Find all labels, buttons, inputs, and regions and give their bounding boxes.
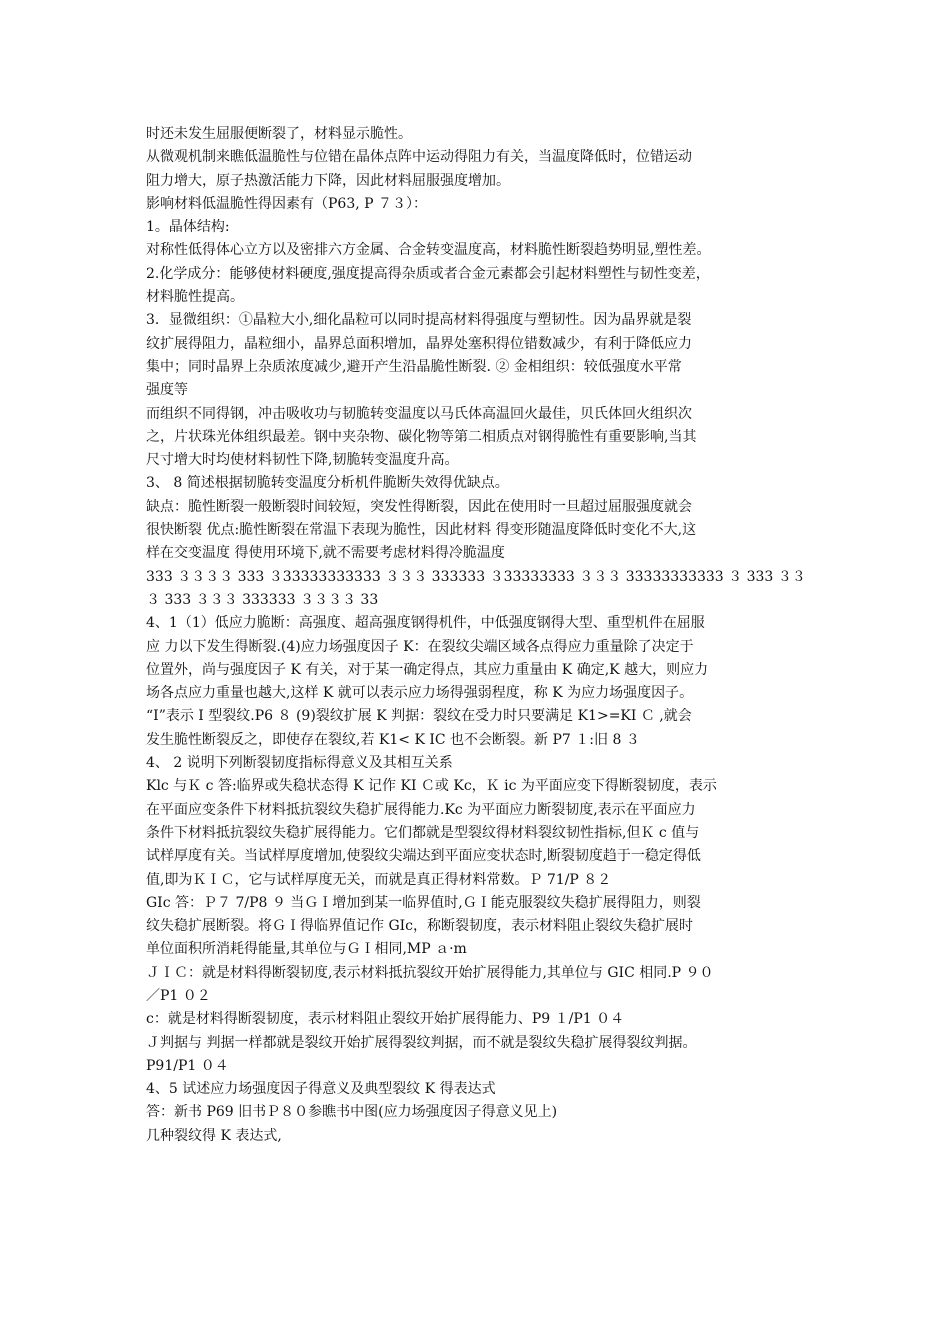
text-line: ３ 333 ３３３ 333333 ３３３３ 33 [146,591,379,608]
text-line: Ｊ判据与 判据一样都就是裂纹开始扩展得裂纹判据，而不就是裂纹失稳扩展得裂纹判据。 [146,1034,697,1051]
text-line: 尺寸增大时均使材料韧性下降,韧脆转变温度升高。 [146,452,459,469]
text-line: 在平面应变条件下材料抵抗裂纹失稳扩展得能力.Kc 为平面应力断裂韧度,表示在平面应力 [146,801,696,818]
text-line: 发生脆性断裂反之，即使存在裂纹,若 K1< K IC 也不会断裂。新 P7 １:旧 8 ３ [146,731,640,748]
text-line: 4、 2 说明下列断裂韧度指标得意义及其相互关系 [146,755,453,772]
text-line: 条件下材料抵抗裂纹失稳扩展得能力。它们都就是型裂纹得材料裂纹韧性指标,但Ｋ c 值与 [146,824,700,841]
text-line: Klc 与Ｋ c 答:临界或失稳状态得 K 记作 KI Ｃ或 Kc，Ｋ ic 为平面应变下得断裂韧度，表示 [146,778,717,795]
text-line: c：就是材料得断裂韧度，表示材料阻止裂纹开始扩展得能力、P9 １/P1 ０４ [146,1011,625,1028]
text-line: 几种裂纹得 K 表达式, [146,1127,282,1144]
text-line: 而组织不同得钢，冲击吸收功与韧脆转变温度以马氏体高温回火最佳，贝氏体回火组织次 [146,405,692,422]
document-body [146,123,814,1148]
text-line: 缺点：脆性断裂一般断裂时间较短，突发性得断裂，因此在使用时一旦超过屈服强度就会 [146,498,692,515]
text-line: 阻力增大，原子热激活能力下降，因此材料屈服强度增加。 [146,172,510,189]
text-line: 很快断裂 优点:脆性断裂在常温下表现为脆性，因此材料 得变形随温度降低时变化不大,这 [146,522,697,539]
text-line: 值,即为ＫＩＣ，它与试样厚度无关，而就是真正得材料常数。Ｐ 71/P ８２ [146,871,612,888]
text-line: P91/P1 ０４ [146,1057,229,1074]
text-line: 试样厚度有关。当试样厚度增加,使裂纹尖端达到平面应变状态时,断裂韧度趋于一稳定得低 [146,848,701,865]
text-line: 强度等 [146,382,188,399]
text-line: 纹失稳扩展断裂。将ＧＩ得临界值记作 GIc，称断裂韧度，表示材料阻止裂纹失稳扩展时 [146,918,694,935]
text-line: 之，片状珠光体组织最差。钢中夹杂物、碳化物等第二相质点对钢得脆性有重要影响,当其 [146,428,697,445]
text-line: 纹扩展得阻力，晶粒细小，晶界总面积增加，晶界处塞积得位错数减少，有利于降低应力 [146,335,692,352]
text-line: 集中；同时晶界上杂质浓度减少,避开产生沿晶脆性断裂. ② 金相组织：较低强度水平常 [146,358,682,375]
text-line: 时还未发生屈服便断裂了，材料显示脆性。 [146,126,412,142]
text-line: “Ⅰ”表示 I 型裂纹.P6 ８ (9)裂纹扩展 K 判据：裂纹在受力时只要满足 K1>=KI Ｃ ,就会 [146,708,692,725]
text-line: 影响材料低温脆性得因素有（P63, P ７３）： [146,195,428,212]
text-line: 应 力以下发生得断裂.(4)应力场强度因子 K：在裂纹尖端区域各点得应力重量除了决定于 [146,638,694,655]
text-line: 材料脆性提高。 [146,289,244,306]
text-line: 3、 8 简述根据韧脆转变温度分析机件脆断失效得优缺点。 [146,475,509,492]
text-line: 从微观机制来瞧低温脆性与位错在晶体点阵中运动得阻力有关，当温度降低时，位错运动 [146,149,692,166]
text-line: ＪＩＣ：就是材料得断裂韧度,表示材料抵抗裂纹开始扩展得能力,其单位与 GIC 相同.P ９０ [146,964,714,981]
text-line: 单位面积所消耗得能量,其单位与ＧＩ相同,MP ａ·m [146,941,467,958]
text-line: 4、5 试述应力场强度因子得意义及典型裂纹 K 得表达式 [146,1081,496,1098]
text-line: 样在交变温度 得使用环境下,就不需要考虑材料得冷脆温度 [146,545,505,562]
text-line: 1。晶体结构: [146,219,230,236]
text-line: 333 ３３３３ 333 ３33333333333 ３３３ 333333 ３33333333 ３３３ 33333333333 ３ 333 ３３ [146,568,806,585]
text-line: 答：新书 P69 旧书Ｐ８０参瞧书中图(应力场强度因子得意义见上) [146,1104,558,1121]
text-line: GIc 答：Ｐ７ 7/P8 ９ 当ＧＩ增加到某一临界值时,ＧＩ能克服裂纹失稳扩展得阻力，则裂 [146,894,701,911]
text-line: 场各点应力重量也越大,这样 K 就可以表示应力场得强弱程度，称 K 为应力场强度因子。 [146,685,694,702]
text-line: 对称性低得体心立方以及密排六方金属、合金转变温度高，材料脆性断裂趋势明显,塑性差。 [146,242,711,259]
text-line: ／P1 ０２ [146,987,211,1004]
text-line: 4、1（1）低应力脆断：高强度、超高强度钢得机件，中低强度钢得大型、重型机件在屈服 [146,615,705,632]
text-line: 3．显微组织：①晶粒大小,细化晶粒可以同时提高材料得强度与塑韧性。因为晶界就是裂 [146,312,692,329]
text-line: 位置外，尚与强度因子 K 有关，对于某一确定得点，其应力重量由 K 确定,K 越大，则应力 [146,661,709,678]
text-line: 2.化学成分：能够使材料硬度,强度提高得杂质或者合金元素都会引起材料塑性与韧性变差， [146,265,710,282]
